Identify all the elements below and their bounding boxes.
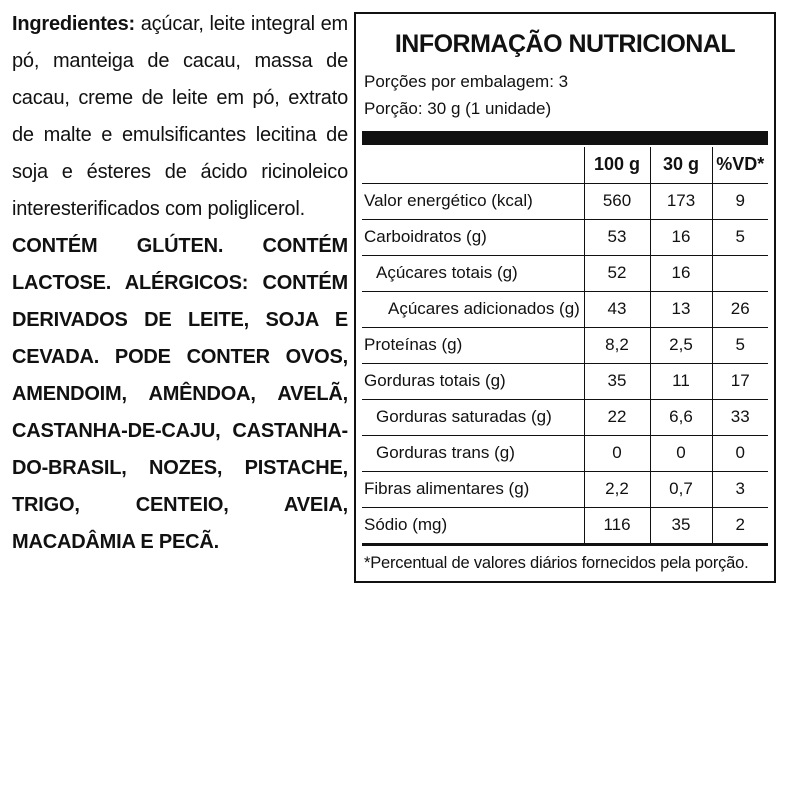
value-30g: 16 <box>650 219 712 255</box>
nutrient-name: Proteínas (g) <box>362 327 584 363</box>
value-30g: 0 <box>650 435 712 471</box>
nutrient-name: Valor energético (kcal) <box>362 183 584 219</box>
nutrient-name: Açúcares adicionados (g) <box>362 291 584 327</box>
value-30g: 35 <box>650 507 712 543</box>
thick-divider <box>362 131 768 145</box>
nutrient-name: Gorduras totais (g) <box>362 363 584 399</box>
value-30g: 16 <box>650 255 712 291</box>
table-row <box>362 255 768 291</box>
table-row <box>362 219 768 255</box>
servings-per-package: Porções por embalagem: 3 <box>364 72 569 91</box>
value-30g: 2,5 <box>650 327 712 363</box>
table-row <box>362 507 768 543</box>
value-vd: 2 <box>712 507 768 543</box>
value-vd: 26 <box>712 291 768 327</box>
table-row <box>362 183 768 219</box>
table-row <box>362 399 768 435</box>
value-100g: 560 <box>584 183 650 219</box>
nutrient-name: Gorduras saturadas (g) <box>362 399 584 435</box>
table-row <box>362 435 768 471</box>
nutrient-name: Açúcares totais (g) <box>362 255 584 291</box>
nutrient-name: Sódio (mg) <box>362 507 584 543</box>
value-100g: 53 <box>584 219 650 255</box>
nutrient-name: Fibras alimentares (g) <box>362 471 584 507</box>
nutrient-name: Carboidratos (g) <box>362 219 584 255</box>
header-vd: %VD* <box>712 147 768 183</box>
value-100g: 43 <box>584 291 650 327</box>
value-30g: 6,6 <box>650 399 712 435</box>
value-30g: 11 <box>650 363 712 399</box>
value-vd: 5 <box>712 327 768 363</box>
value-100g: 116 <box>584 507 650 543</box>
footnote: *Percentual de valores diários fornecidos pela porção. <box>364 554 749 572</box>
value-vd <box>712 255 768 291</box>
footnote-divider <box>362 544 768 546</box>
header-100g: 100 g <box>584 147 650 183</box>
value-100g: 2,2 <box>584 471 650 507</box>
ingredients-label: Ingredientes: <box>12 13 135 35</box>
table-header-row <box>362 147 768 183</box>
nutrition-facts-panel <box>354 12 776 583</box>
value-vd: 17 <box>712 363 768 399</box>
value-vd: 9 <box>712 183 768 219</box>
value-30g: 13 <box>650 291 712 327</box>
header-30g: 30 g <box>650 147 712 183</box>
table-row <box>362 363 768 399</box>
value-100g: 22 <box>584 399 650 435</box>
nutrition-table <box>362 147 768 544</box>
value-vd: 0 <box>712 435 768 471</box>
value-vd: 5 <box>712 219 768 255</box>
value-100g: 8,2 <box>584 327 650 363</box>
allergen-warning: CONTÉM GLÚTEN. CONTÉM LACTOSE. ALÉRGICOS: CONTÉM DERIVADOS DE LEITE, SOJA E CEVADA. PODE CONTER OVOS, AMENDOIM, AMÊNDOA, AVELÃ, CASTANHA-DE-CAJU, CASTANHA-DO-BRASIL, NOZES, PISTACHE, TRIGO, CENTEIO, AVEIA, MACADÂMIA E PECÃ. <box>12 235 348 553</box>
value-30g: 0,7 <box>650 471 712 507</box>
value-vd: 33 <box>712 399 768 435</box>
value-vd: 3 <box>712 471 768 507</box>
ingredients-block <box>12 6 348 561</box>
table-row <box>362 327 768 363</box>
value-100g: 52 <box>584 255 650 291</box>
value-30g: 173 <box>650 183 712 219</box>
nutrition-title: INFORMAÇÃO NUTRICIONAL <box>394 30 736 58</box>
nutrient-name: Gorduras trans (g) <box>362 435 584 471</box>
table-row <box>362 291 768 327</box>
ingredients-text: açúcar, leite integral em pó, manteiga de cacau, massa de cacau, creme de leite em pó, extrato de malte e emulsificantes lecitina de soja e ésteres de ácido ricinoleico interesterificados com poliglicerol. <box>12 13 348 220</box>
value-100g: 35 <box>584 363 650 399</box>
value-100g: 0 <box>584 435 650 471</box>
serving-size: Porção: 30 g (1 unidade) <box>364 99 552 118</box>
header-nutrient <box>362 147 584 183</box>
table-row <box>362 471 768 507</box>
